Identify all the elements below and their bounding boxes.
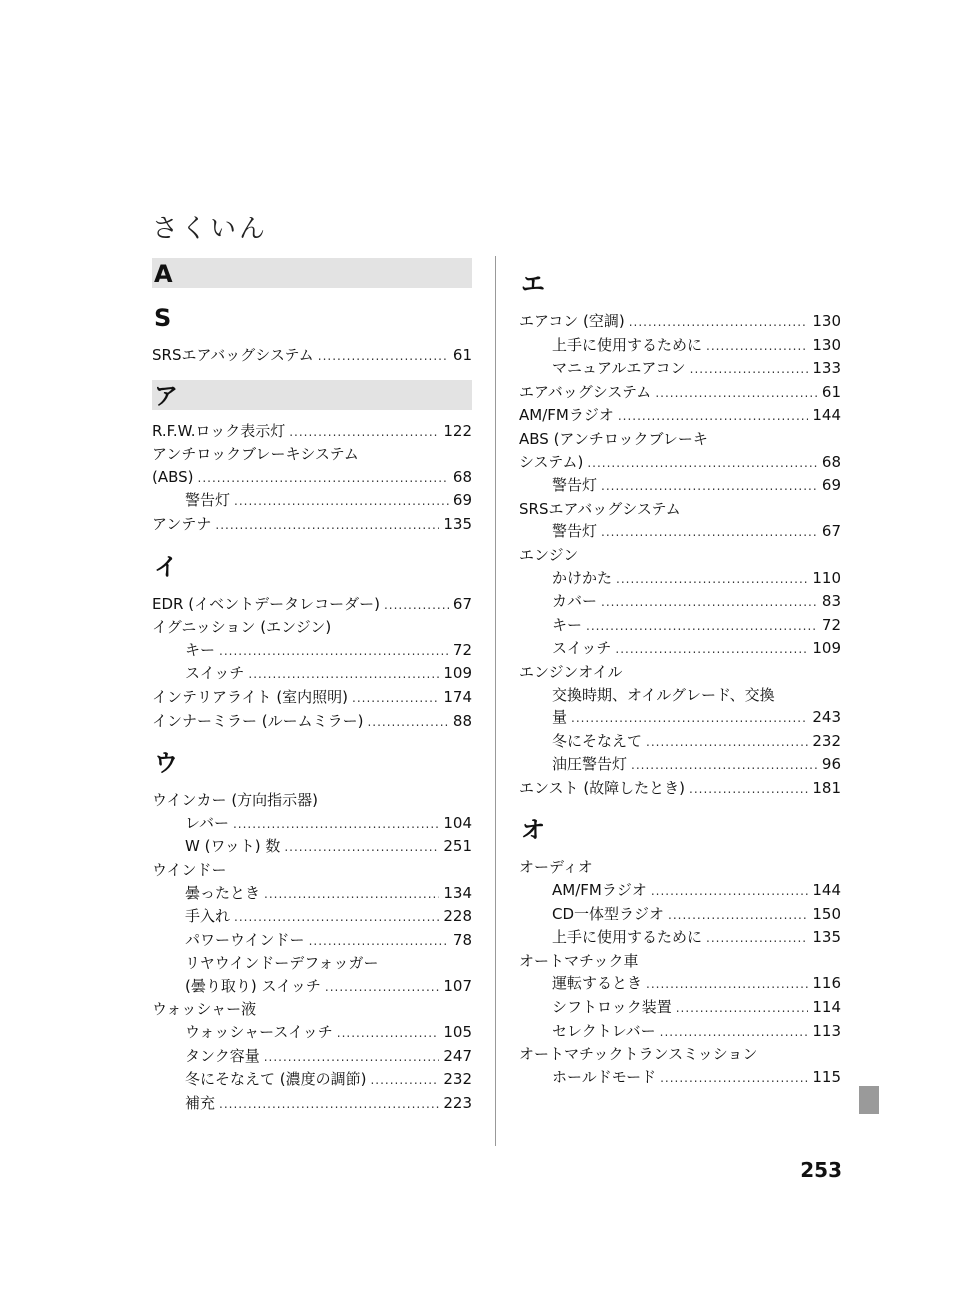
section-heading: エ	[521, 270, 545, 298]
entry-page-number: 133	[812, 359, 841, 378]
entry-page-number: 69	[452, 491, 472, 510]
index-entry	[152, 975, 472, 999]
index-entry	[152, 859, 472, 882]
index-entry	[152, 710, 472, 734]
entry-page-number: 69	[821, 476, 841, 495]
entry-label: CD一体型ラジオ	[552, 904, 665, 923]
dot-leader	[601, 475, 818, 498]
section-heading: オ	[521, 816, 545, 845]
entry-label: キー	[185, 640, 216, 659]
dot-leader	[370, 1069, 439, 1092]
section-heading: A	[152, 258, 472, 288]
index-entry	[519, 1066, 841, 1090]
entry-label: レバー	[185, 813, 229, 832]
dot-leader	[234, 906, 439, 929]
dot-leader	[616, 568, 808, 591]
entry-label: かけかた	[552, 568, 613, 587]
entry-page-number: 243	[812, 708, 841, 727]
entry-label: 補充	[185, 1093, 216, 1112]
index-entry	[519, 972, 841, 996]
dot-leader	[367, 711, 448, 734]
index-entry-list	[152, 789, 472, 1115]
entry-label: エンジンオイル	[519, 662, 623, 681]
index-section	[152, 258, 472, 288]
index-entry	[519, 879, 841, 903]
dot-leader	[215, 514, 439, 537]
index-entry	[519, 856, 841, 879]
entry-page-number: 232	[812, 731, 841, 750]
dot-leader	[352, 687, 439, 710]
index-entry	[519, 950, 841, 973]
dot-leader	[219, 1093, 439, 1116]
entry-label: システム)	[519, 452, 584, 471]
dot-leader	[651, 880, 809, 903]
index-entry	[519, 310, 841, 334]
index-entry	[519, 614, 841, 638]
entry-label: AM/FMラジオ	[519, 406, 614, 425]
dot-leader	[248, 663, 439, 686]
entry-page-number: 181	[812, 778, 841, 797]
index-entry-list	[152, 344, 472, 368]
index-entry	[519, 753, 841, 777]
entry-label: オートマチック車	[519, 951, 639, 970]
entry-page-number: 61	[821, 382, 841, 401]
dot-leader	[660, 1067, 808, 1090]
entry-page-number: 134	[443, 883, 472, 902]
section-tab-marker	[859, 1086, 879, 1114]
entry-page-number: 109	[812, 639, 841, 658]
entry-label: 上手に使用するために	[552, 928, 703, 947]
entry-label: インテリアライト (室内照明)	[152, 687, 349, 706]
dot-leader	[325, 976, 439, 999]
entry-label: SRSエアバッグシステム	[519, 499, 681, 518]
index-entry	[519, 730, 841, 754]
index-section	[519, 266, 841, 800]
dot-leader	[615, 638, 808, 661]
entry-page-number: 247	[443, 1046, 472, 1065]
entry-page-number: 72	[821, 615, 841, 634]
index-entry	[519, 381, 841, 405]
entry-page-number: 232	[443, 1070, 472, 1089]
index-entry	[152, 466, 472, 490]
index-entry	[519, 404, 841, 428]
index-entry	[152, 443, 472, 466]
entry-page-number: 88	[452, 711, 472, 730]
index-entry	[519, 661, 841, 684]
entry-page-number: 78	[452, 930, 472, 949]
index-entry	[519, 544, 841, 567]
index-entry	[152, 1045, 472, 1069]
index-entry	[519, 777, 841, 801]
entry-label: パワーウインドー	[185, 930, 305, 949]
dot-leader	[601, 521, 818, 544]
index-entry	[152, 513, 472, 537]
index-entry	[152, 1092, 472, 1116]
entry-page-number: 114	[812, 998, 841, 1017]
entry-label: SRSエアバッグシステム	[152, 346, 314, 364]
entry-label: インナーミラー (ルームミラー)	[152, 711, 364, 730]
index-entry	[519, 1020, 841, 1044]
dot-leader	[587, 452, 818, 475]
dot-leader	[284, 836, 439, 859]
dot-leader	[571, 707, 808, 730]
entry-page-number: 228	[443, 907, 472, 926]
index-entry	[519, 428, 841, 451]
dot-leader	[234, 490, 449, 513]
index-entry	[152, 1021, 472, 1045]
dot-leader	[631, 754, 818, 777]
index-entry	[152, 420, 472, 444]
dot-leader	[318, 345, 449, 368]
index-section	[519, 812, 841, 1089]
index-entry	[519, 474, 841, 498]
dot-leader	[690, 358, 809, 381]
index-entry	[152, 593, 472, 617]
entry-page-number: 96	[821, 755, 841, 774]
entry-label: エアバッグシステム	[519, 382, 652, 401]
index-entry	[152, 662, 472, 686]
dot-leader	[646, 973, 808, 996]
dot-leader	[337, 1022, 440, 1045]
page-number: 253	[800, 1158, 842, 1182]
entry-label: オートマチックトランスミッション	[519, 1045, 758, 1064]
entry-label: シフトロック装置	[552, 998, 672, 1017]
index-entry	[152, 616, 472, 639]
entry-label: 曇ったとき	[185, 883, 261, 902]
entry-label: W (ワット) 数	[185, 837, 281, 856]
entry-page-number: 61	[452, 346, 472, 364]
entry-label: 交換時期、オイルグレード、交換	[552, 685, 775, 704]
index-section	[152, 380, 472, 537]
entry-label: R.F.W.ロック表示灯	[152, 421, 286, 440]
index-entry-list	[152, 593, 472, 734]
entry-page-number: 68	[821, 452, 841, 471]
section-heading: ア	[152, 380, 472, 410]
index-entry	[519, 334, 841, 358]
index-entry	[152, 812, 472, 836]
index-column-right	[519, 258, 841, 1101]
entry-page-number: 107	[443, 976, 472, 995]
index-entry	[519, 706, 841, 730]
entry-label: EDR (イベントデータレコーダー)	[152, 594, 380, 613]
entry-label: エアコン (空調)	[519, 312, 625, 330]
entry-label: マニュアルエアコン	[552, 359, 686, 378]
index-entry	[519, 926, 841, 950]
index-entry-list	[152, 420, 472, 537]
index-entry	[152, 639, 472, 663]
index-entry	[519, 451, 841, 475]
index-entry	[152, 789, 472, 812]
entry-label: リヤウインドーデフォッガー	[185, 954, 379, 973]
entry-label: ウォッシャー液	[152, 1000, 257, 1019]
index-section	[152, 745, 472, 1115]
index-entry	[152, 489, 472, 513]
entry-page-number: 223	[443, 1093, 472, 1112]
dot-leader	[668, 904, 808, 927]
entry-page-number: 67	[452, 594, 472, 613]
index-entry	[519, 357, 841, 381]
entry-label: 警告灯	[552, 476, 598, 495]
dot-leader	[655, 382, 818, 405]
column-divider	[495, 256, 496, 1146]
index-entry	[519, 996, 841, 1020]
section-heading: ウ	[154, 749, 178, 778]
entry-page-number: 116	[812, 974, 841, 993]
entry-label: エンスト (故障したとき)	[519, 778, 686, 797]
entry-page-number: 72	[452, 640, 472, 659]
index-entry	[152, 835, 472, 859]
dot-leader	[676, 997, 809, 1020]
entry-label: ウォッシャースイッチ	[185, 1023, 333, 1042]
index-entry	[152, 686, 472, 710]
entry-label: セレクトレバー	[552, 1021, 656, 1040]
index-entry-list	[519, 856, 841, 1089]
entry-label: 運転するとき	[552, 974, 643, 993]
dot-leader	[264, 883, 439, 906]
entry-label: 冬にそなえて (濃度の調節)	[185, 1070, 367, 1089]
entry-page-number: 109	[443, 664, 472, 683]
index-section	[152, 549, 472, 734]
entry-label: (ABS)	[152, 467, 194, 486]
entry-page-number: 251	[443, 837, 472, 856]
dot-leader	[629, 311, 809, 334]
index-entry	[519, 903, 841, 927]
entry-label: キー	[552, 615, 583, 634]
index-entry-list	[519, 310, 841, 800]
entry-page-number: 110	[812, 568, 841, 587]
entry-label: スイッチ	[552, 639, 612, 658]
entry-page-number: 68	[452, 467, 472, 486]
index-entry	[519, 520, 841, 544]
entry-label: ウインドー	[152, 860, 227, 879]
dot-leader	[219, 640, 449, 663]
index-entry	[519, 637, 841, 661]
dot-leader	[660, 1021, 809, 1044]
entry-label: 警告灯	[552, 522, 598, 541]
index-entry	[152, 1068, 472, 1092]
entry-label: 警告灯	[185, 491, 231, 510]
index-entry	[152, 952, 472, 975]
entry-page-number: 150	[812, 904, 841, 923]
entry-label: オーディオ	[519, 858, 593, 877]
index-entry	[519, 684, 841, 707]
entry-label: アンテナ	[152, 514, 212, 533]
dot-leader	[646, 731, 808, 754]
entry-label: 量	[552, 708, 568, 727]
entry-label: エンジン	[519, 545, 579, 564]
entry-page-number: 144	[812, 881, 841, 900]
dot-leader	[706, 335, 808, 358]
entry-page-number: 135	[812, 928, 841, 947]
index-entry	[519, 590, 841, 614]
dot-leader	[618, 405, 809, 428]
entry-label: ウインカー (方向指示器)	[152, 791, 319, 810]
index-entry	[519, 1043, 841, 1066]
entry-label: カバー	[552, 592, 598, 611]
entry-label: (曇り取り) スイッチ	[185, 976, 321, 995]
entry-page-number: 104	[443, 813, 472, 832]
entry-label: 冬にそなえて	[552, 731, 643, 750]
index-entry	[152, 929, 472, 953]
page-title: さくいん	[152, 214, 269, 244]
dot-leader	[384, 594, 449, 617]
dot-leader	[706, 927, 808, 950]
dot-leader	[289, 421, 439, 444]
entry-page-number: 113	[812, 1021, 841, 1040]
dot-leader	[586, 615, 818, 638]
dot-leader	[198, 467, 449, 490]
entry-page-number: 83	[821, 592, 841, 611]
entry-label: タンク容量	[185, 1046, 260, 1065]
dot-leader	[233, 813, 439, 836]
entry-page-number: 144	[812, 406, 841, 425]
entry-page-number: 115	[812, 1067, 841, 1086]
index-column-left	[152, 258, 472, 1127]
entry-label: スイッチ	[185, 664, 245, 683]
entry-label: アンチロックブレーキシステム	[152, 445, 359, 464]
entry-label: 手入れ	[185, 907, 231, 926]
entry-label: 油圧警告灯	[552, 755, 628, 774]
section-heading: イ	[154, 552, 178, 581]
index-entry	[152, 998, 472, 1021]
entry-page-number: 67	[821, 522, 841, 541]
entry-label: ABS (アンチロックブレーキ	[519, 429, 708, 448]
entry-page-number: 174	[443, 687, 472, 706]
section-heading: S	[154, 304, 172, 332]
index-entry	[152, 882, 472, 906]
index-entry	[519, 498, 841, 521]
dot-leader	[264, 1046, 440, 1069]
index-entry	[519, 567, 841, 591]
entry-page-number: 130	[812, 312, 841, 330]
dot-leader	[309, 930, 449, 953]
dot-leader	[689, 778, 808, 801]
entry-page-number: 122	[443, 421, 472, 440]
index-entry	[152, 344, 472, 368]
entry-page-number: 105	[443, 1023, 472, 1042]
dot-leader	[601, 591, 818, 614]
entry-page-number: 130	[812, 335, 841, 354]
index-entry	[152, 905, 472, 929]
entry-page-number: 135	[443, 514, 472, 533]
entry-label: ホールドモード	[552, 1067, 657, 1086]
entry-label: イグニッション (エンジン)	[152, 618, 332, 637]
index-section	[152, 300, 472, 368]
entry-label: AM/FMラジオ	[552, 881, 647, 900]
entry-label: 上手に使用するために	[552, 335, 703, 354]
